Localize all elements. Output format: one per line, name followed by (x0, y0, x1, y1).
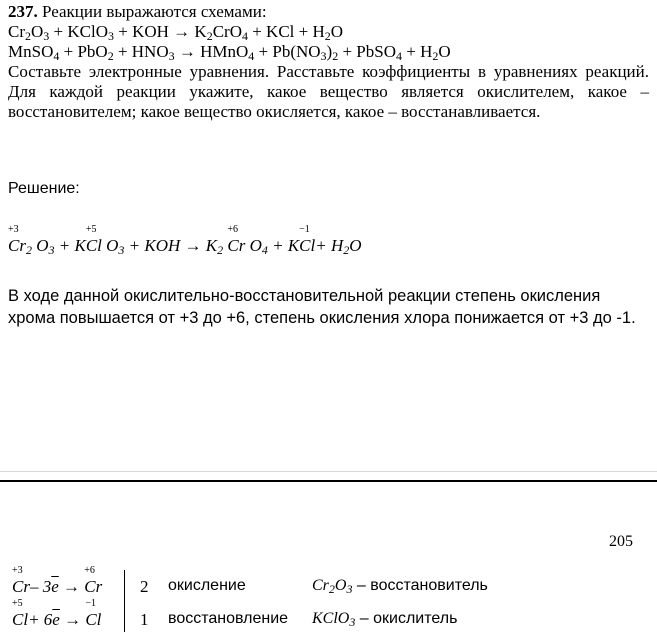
balance-row-2: +5 $Cl+ 6\overline{e}$ → −1 Cl (12, 598, 102, 629)
problem-block (8, 2, 649, 122)
balance-role-1: $Cr_2O_3$ – восстановитель (312, 577, 488, 596)
reaction-scheme-2: MnSO$_4$ + $PbO_2 + HNO_3$ → HMnO$_4$ + $Pb(NO_3)_2$ + PbSO$_4$ + $H_2O$ (8, 42, 451, 63)
ox-state-cl-plus5: +5 (12, 598, 23, 609)
ox-state-cr-plus3: +3 (12, 565, 23, 576)
solution-label: Решение: (8, 180, 80, 197)
page-number: 205 (609, 533, 633, 550)
page-divider (0, 471, 657, 472)
task-text: Составьте электронные уравнения. Расставьте коэффициенты в уравнениях реакций. Для каждой реакции укажите, какое вещество является окислителем, какое – восстановителем; какое вещество окисляется, какое – восстанавливается. (8, 62, 649, 121)
ox-state-cr-right: +6 (227, 224, 238, 235)
balance-process-1: окисление (168, 577, 246, 594)
ox-state-cl-left: +5 (85, 224, 97, 235)
balance-coef-1: 2 (140, 577, 149, 596)
ox-state-cl-right: −1 (299, 224, 310, 235)
explanation-text: В ходе данной окислительно-восстановительной реакции степень окисления хрома повышается от +3 до +6, степень окисления хлора понижается от +3 до -1. (8, 287, 636, 327)
problem-intro: Реакции выражаются схемами: (37, 2, 267, 21)
balance-divider (124, 570, 125, 632)
page-separator (0, 480, 657, 482)
problem-number: 237. (8, 2, 38, 21)
ox-state-cr-plus6: +6 (84, 565, 95, 576)
balance-coef-2: 1 (140, 610, 149, 629)
redox-equation: +3 $Cr_2$ $O_3 + K$ +5 Cl $O_3$ + KOH → $K_2$ +6 Cr $O_4 + K$ −1 $Cl+ H_2O$ (8, 224, 362, 257)
balance-role-2: KClO$_3$ – окислитель (312, 610, 458, 629)
problem-header (8, 2, 649, 22)
ox-state-cr-left: +3 (8, 224, 19, 235)
reaction-scheme-1: $Cr_2O_3$ + KClO$_3$ + KOH → $K_2CrO_4$ + KCl + $H_2O$ (8, 22, 344, 43)
ox-state-cl-minus1: −1 (85, 598, 96, 609)
balance-row-1: +3 Cr– $3\overline{e}$ → +6 Cr (12, 565, 103, 596)
balance-process-2: восстановление (168, 610, 289, 627)
